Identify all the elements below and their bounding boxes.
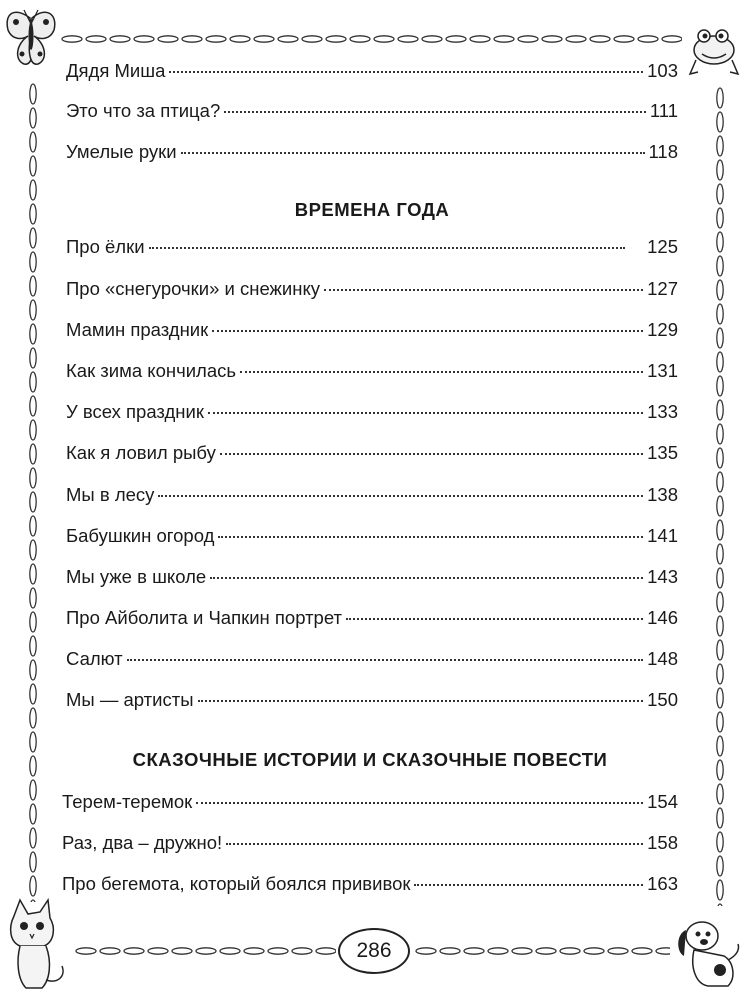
left-border [28, 82, 38, 902]
entry-page: 146 [647, 607, 678, 628]
toc-entry [66, 484, 678, 510]
entry-page: 133 [647, 401, 678, 422]
frog-illustration [684, 24, 744, 80]
entry-page: 127 [647, 278, 678, 299]
dot-leader [226, 843, 643, 845]
dot-leader [208, 412, 643, 414]
dot-leader [210, 577, 643, 579]
entry-page: 131 [647, 360, 678, 381]
dot-leader [169, 71, 643, 73]
toc-entry [66, 60, 678, 86]
dot-leader [198, 700, 644, 702]
butterfly-illustration [2, 4, 60, 74]
dot-leader [127, 659, 644, 661]
entry-title: Это что за птица? [66, 100, 221, 121]
dot-leader [196, 802, 643, 804]
entry-title: Мамин праздник [66, 319, 209, 340]
dot-leader [181, 152, 645, 154]
toc-entry [66, 689, 678, 715]
bottom-border-left [74, 946, 336, 956]
dot-leader [346, 618, 643, 620]
entry-title: Про ёлки [66, 236, 145, 257]
toc-entry [66, 319, 678, 345]
kitten-illustration [0, 896, 70, 994]
toc-entry [66, 648, 678, 674]
toc-entry [66, 442, 678, 468]
entry-page: 103 [647, 60, 678, 81]
entry-title: Бабушкин огород [66, 525, 215, 546]
entry-title: У всех праздник [66, 401, 204, 422]
entry-title: Как зима кончилась [66, 360, 237, 381]
entry-title: Терем-теремок [62, 791, 193, 812]
toc-entry [66, 607, 678, 633]
dot-leader [218, 536, 643, 538]
entry-title: Мы в лесу [66, 484, 155, 505]
toc-entry [66, 236, 678, 262]
toc-entry [66, 401, 678, 427]
toc-entry [62, 873, 678, 899]
entry-page: 118 [648, 141, 678, 162]
entry-page: 154 [647, 791, 678, 812]
entry-page: 158 [647, 832, 678, 853]
toc-entry [66, 360, 678, 386]
entry-page: 141 [647, 525, 678, 546]
toc-entry [62, 832, 678, 858]
dot-leader [149, 247, 626, 249]
entry-page: 148 [647, 648, 678, 669]
bottom-border-right [414, 946, 670, 956]
entry-title: Мы уже в школе [66, 566, 207, 587]
section-heading: СКАЗОЧНЫЕ ИСТОРИИ И СКАЗОЧНЫЕ ПОВЕСТИ [132, 749, 608, 770]
toc-entry [66, 100, 678, 126]
dot-leader [224, 111, 646, 113]
entry-page: 150 [647, 689, 678, 710]
toc-entry [66, 278, 678, 304]
puppy-illustration [672, 912, 744, 994]
entry-page: 125 [647, 236, 678, 257]
entry-page: 129 [647, 319, 678, 340]
entry-title: Мы — артисты [66, 689, 194, 710]
entry-title: Умелые руки [66, 141, 177, 162]
dot-leader [158, 495, 643, 497]
entry-title: Салют [66, 648, 123, 669]
entry-page: 163 [647, 873, 678, 894]
dot-leader [414, 884, 643, 886]
entry-title: Про Айболита и Чапкин портрет [66, 607, 342, 628]
entry-title: Дядя Миша [66, 60, 166, 81]
section-heading: ВРЕМЕНА ГОДА [294, 199, 450, 220]
entry-title: Раз, два – дружно! [62, 832, 223, 853]
dot-leader [240, 371, 643, 373]
toc-entry [66, 141, 678, 167]
page-number: 286 [338, 928, 410, 974]
toc-entry [66, 566, 678, 592]
entry-page: 143 [647, 566, 678, 587]
toc-entry [62, 791, 678, 817]
entry-page: 138 [647, 484, 678, 505]
entry-title: Про бегемота, который боялся прививок [62, 873, 411, 894]
dot-leader [212, 330, 643, 332]
right-border [715, 86, 725, 906]
entry-title: Про «снегурочки» и снежинку [66, 278, 321, 299]
top-border [60, 34, 682, 44]
toc-entry [66, 525, 678, 551]
dot-leader [324, 289, 643, 291]
dot-leader [220, 453, 643, 455]
entry-page: 135 [647, 442, 678, 463]
entry-page: 111 [649, 100, 678, 121]
entry-title: Как я ловил рыбу [66, 442, 216, 463]
